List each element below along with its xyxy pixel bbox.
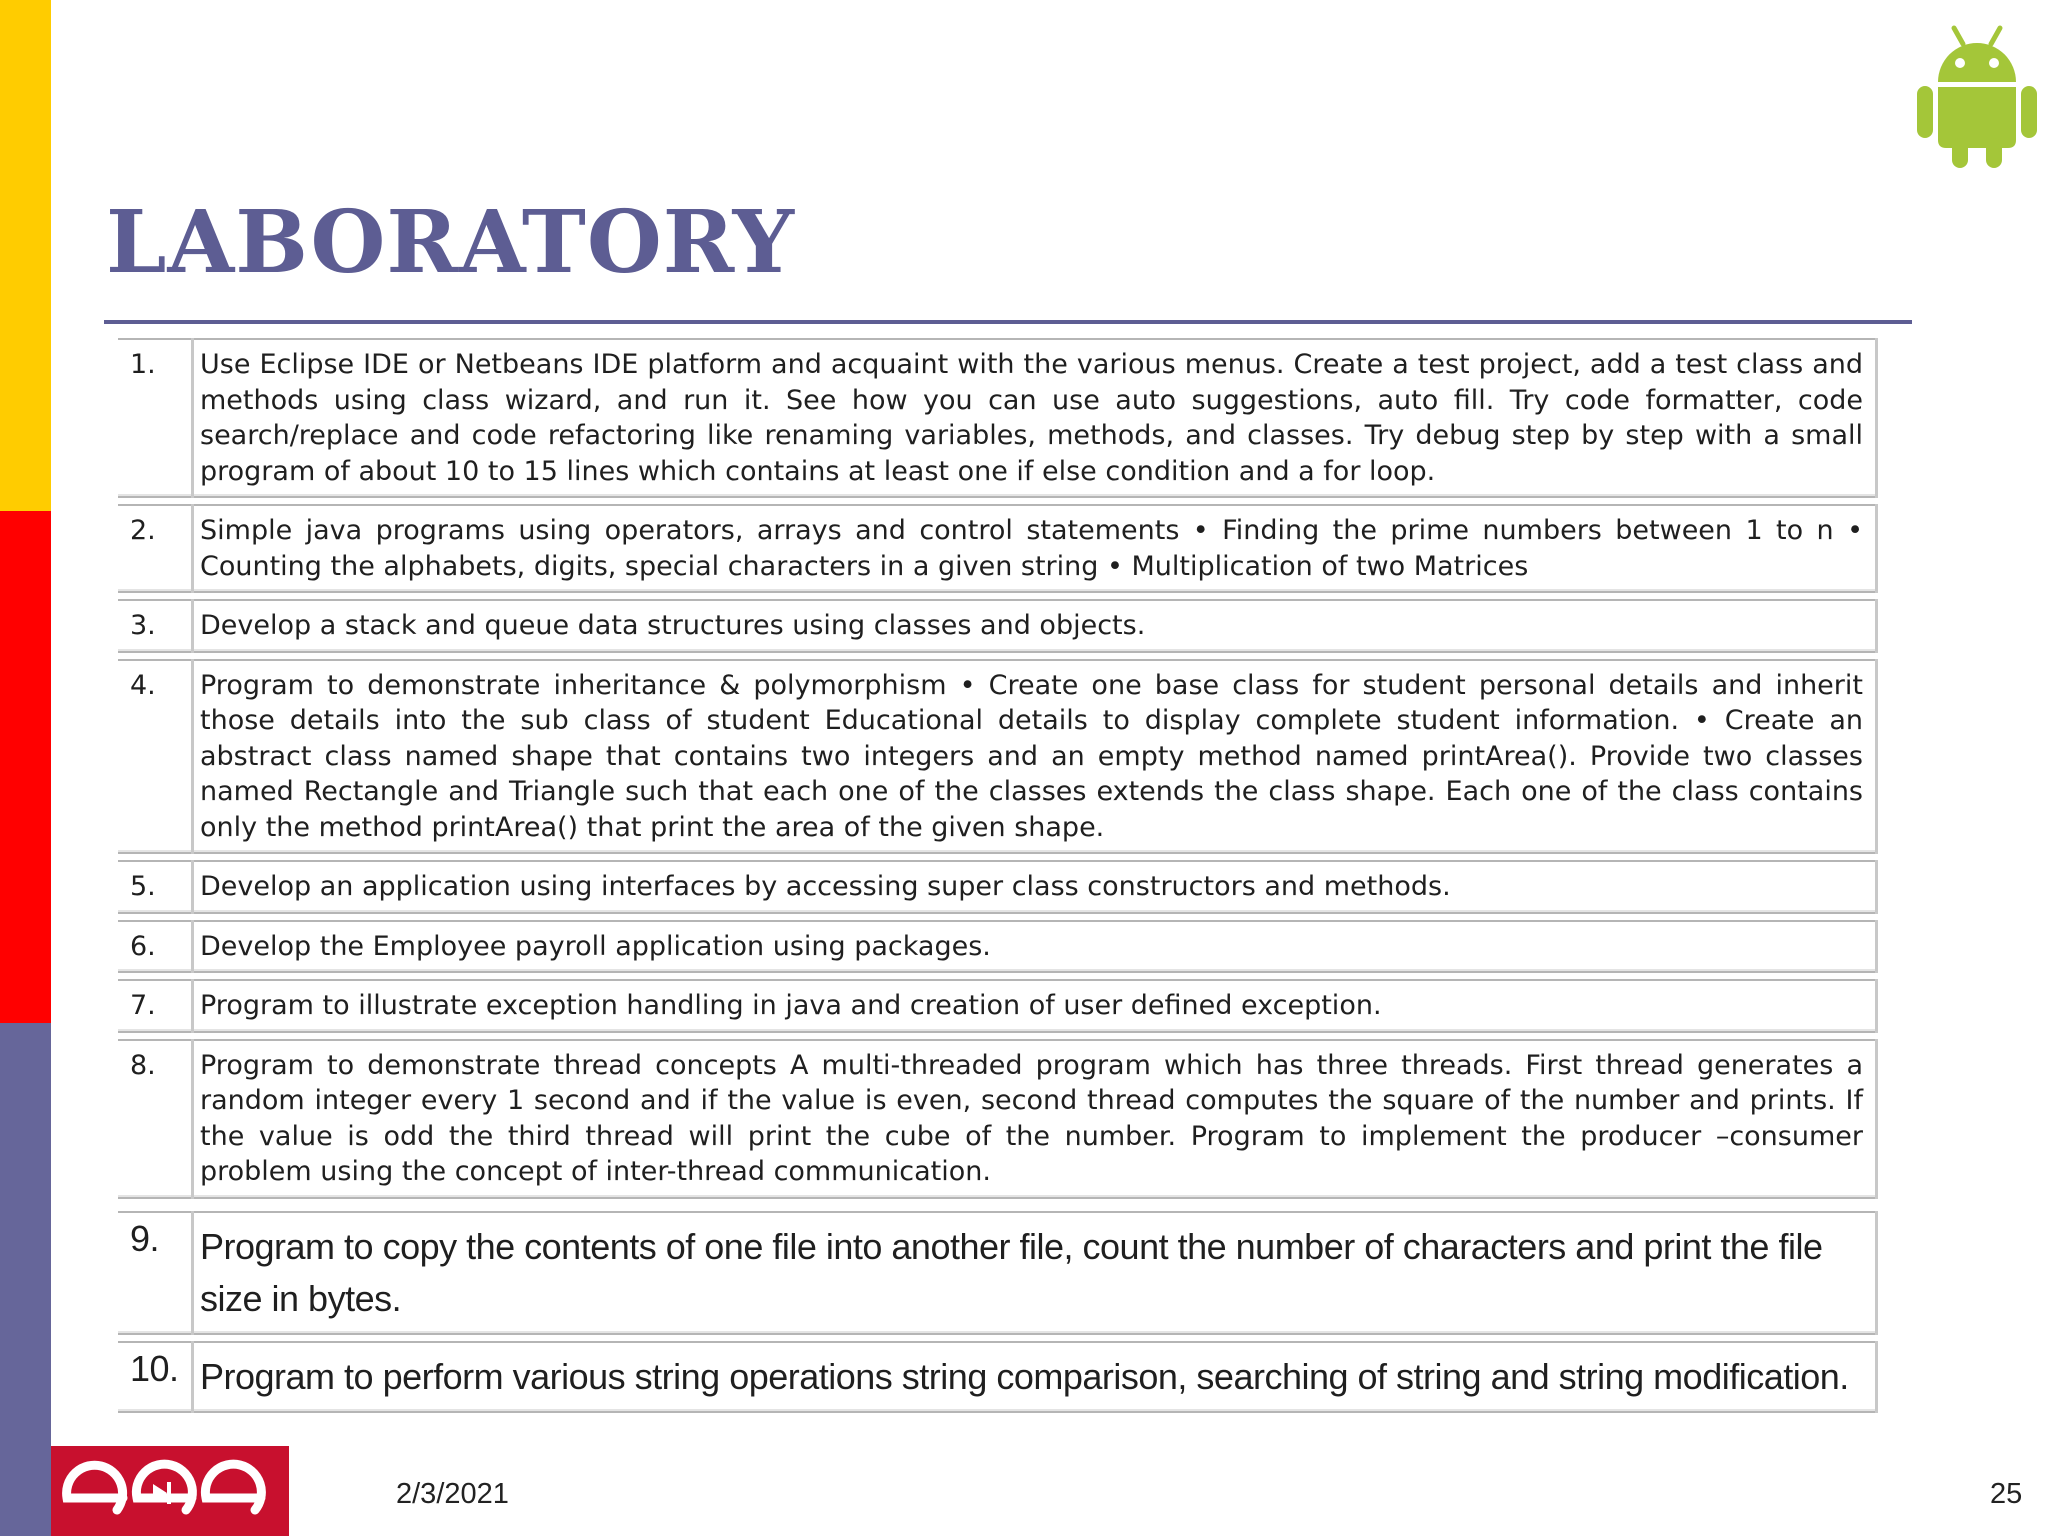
lab-number: 7. [118,980,193,1032]
page-number: 25 [1990,1478,2023,1510]
lab-number: 2. [118,505,193,592]
laboratory-table [118,338,1878,1413]
lab-row [118,861,1877,913]
lab-description: Develop a stack and queue data structures using classes and objects. [193,600,1877,652]
lab-description: Program to demonstrate inheritance & polymorphism • Create one base class for student personal details and inherit those details into the sub class of student Educational details to display complete student information. • Create an abstract class named shape that contains two integers and an empty method named printArea(). Provide two classes named Rectangle and Triangle such that each one of the classes extends the class shape. Each one of the class contains only the method printArea() that print the area of the given shape. [193,660,1877,854]
lab-row [118,505,1877,592]
lab-number: 4. [118,660,193,854]
lab-row [118,660,1877,854]
lab-row [118,980,1877,1032]
lab-description: Program to perform various string operations string comparison, searching of string and string modification. [193,1342,1877,1412]
lab-row [118,921,1877,973]
lab-description: Develop the Employee payroll application using packages. [193,921,1877,973]
lab-number: 5. [118,861,193,913]
lab-row [118,339,1877,497]
lab-row [118,1342,1877,1412]
lab-number: 1. [118,339,193,497]
ece-logo [51,1446,289,1536]
lab-number: 3. [118,600,193,652]
sidebar-accent-slate [0,1023,51,1536]
sidebar-accent-yellow [0,0,51,511]
lab-number: 9. [118,1212,193,1334]
lab-description: Simple java programs using operators, arrays and control statements • Finding the prime numbers between 1 to n • Counting the alphabets, digits, special characters in a given string • Multiplication of two Matrices [193,505,1877,592]
sidebar-accent-red [0,511,51,1023]
lab-number: 6. [118,921,193,973]
lab-description: Use Eclipse IDE or Netbeans IDE platform and acquaint with the various menus. Create a test project, add a test class and methods using class wizard, and run it. See how you can use auto suggestions, auto fill. Try code formatter, code search/replace and code refactoring like renaming variables, methods, and classes. Try debug step by step with a small program of about 10 to 15 lines which contains at least one if else condition and a for loop. [193,339,1877,497]
lab-description: Develop an application using interfaces by accessing super class constructors and methods. [193,861,1877,913]
lab-row [118,600,1877,652]
lab-row [118,1212,1877,1334]
slide-title: LABORATORY [106,192,796,293]
lab-row [118,1040,1877,1198]
slide-date: 2/3/2021 [396,1478,509,1510]
android-robot-icon [1914,20,2040,168]
lab-description: Program to copy the contents of one file into another file, count the number of characters and print the file size in bytes. [193,1212,1877,1334]
lab-number: 10. [118,1342,193,1412]
lab-description: Program to illustrate exception handling in java and creation of user defined exception. [193,980,1877,1032]
lab-description: Program to demonstrate thread concepts A multi-threaded program which has three threads. First thread generates a random integer every 1 second and if the value is even, second thread computes the square of the number and prints. If the value is odd the third thread will print the cube of the number. Program to implement the producer –consumer problem using the concept of inter-thread communication. [193,1040,1877,1198]
lab-number: 8. [118,1040,193,1198]
title-divider [104,320,1912,324]
